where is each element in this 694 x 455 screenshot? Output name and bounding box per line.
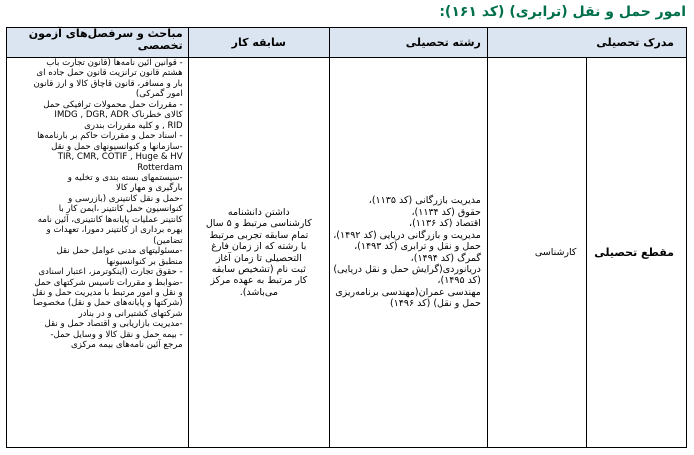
experience-cell <box>188 58 329 448</box>
topics-cell <box>7 58 189 448</box>
topic-line: RID , و کلیه مقررات بندری <box>84 120 183 131</box>
degree-cell: کارشناسی <box>487 58 587 448</box>
experience-line: کار مرتبط به عهده مرکز <box>210 275 308 287</box>
header-degree: مدرک تحصیلی <box>487 28 686 58</box>
experience-line: ثبت نام (تشخیص سابقه <box>211 263 306 275</box>
experience-line: می‌باشد). <box>239 286 278 298</box>
level-cell: مقطع تحصیلی <box>587 58 687 448</box>
topic-line: بار و مسافر، قانون قاچاق کالا و ارز قانون <box>33 78 183 89</box>
topic-line: -حمل و نقل کانتینری (بازرسی و <box>68 193 183 204</box>
topic-line: - قوانین آئین نامه‌ها (قانون تجارت باب <box>46 58 183 68</box>
topic-line: -مدیریت بازاریابی و اقتصاد حمل و نقل <box>44 319 183 330</box>
section-title: امور حمل و نقل (ترابری) (کد ۱۶۱): <box>439 4 686 20</box>
experience-line: تمام سابقه تجربی مرتبط <box>209 229 309 241</box>
topic-line: - اسناد حمل و مقررات حاکم بر بارنامه‌ها <box>37 131 183 142</box>
topic-line: امور گمرکی) <box>135 89 183 100</box>
topic-line: هشتم قانون ترانزیت قانون حمل جاده ای <box>36 68 183 79</box>
topic-line: -مسئولیتهای مدنی عوامل حمل نقل <box>56 246 183 257</box>
topic-line: -سیستمهای بسته بندی و تخلیه و <box>67 172 183 183</box>
field-line: اقتصاد (کد ۱۱۳۶)، <box>409 218 481 230</box>
topic-line: - حقوق تجارت (اینکوترمز، اعتبار اسنادی <box>38 267 183 278</box>
topic-line: شرکتهای کشتیرانی و در بنادر <box>78 308 183 319</box>
experience-line: با رشته که از زمان فارغ <box>211 241 307 253</box>
topic-line: - بیمه حمل و نقل کالا و وسایل حمل- <box>50 329 183 340</box>
topic-line: - مقررات حمل محمولات ترافیکی حمل <box>43 99 183 110</box>
field-line: مدیریت بازرگانی (کد ۱۱۳۵)، <box>368 195 481 207</box>
header-experience: سابقه کار <box>188 28 329 58</box>
topic-line: بهره برداری از کانتینر دمورا‌، تعهدات و <box>46 225 183 236</box>
topic-line: کالای خطرناک IMDG , DGR, ADR <box>54 110 183 121</box>
field-line: حمل و نقل و ترابری (کد ۱۴۹۳)، <box>354 241 481 253</box>
field-line: حقوق (کد ۱۱۳۴)، <box>411 206 481 218</box>
topic-line: -سازمانها و کنوانسیونهای حمل و نقل <box>51 141 183 152</box>
header-row <box>7 28 687 58</box>
topic-line: مرجع آئین نامه‌های بیمه مرکزی <box>71 340 183 351</box>
field-line: دریانوردی(گرایش حمل و نقل دریایی) <box>333 263 481 275</box>
field-line: (کد ۱۴۹۵)، <box>437 275 481 287</box>
topic-line: منطبق بر کنوانسیونها <box>106 256 183 267</box>
topic-line: TIR, CMR, COTIF , Huge & HV <box>57 152 183 163</box>
field-line: مدیریت و بازرگانی دریایی (کد ۱۴۹۲)، <box>333 229 481 241</box>
field-line: گمرگ (کد ۱۴۹۴)، <box>410 252 481 264</box>
field-line: مهندسی عمران(مهندسی برنامه‌ریزی <box>335 286 481 298</box>
topic-line: بارگیری و مهار کالا <box>116 183 183 194</box>
experience-line: التحصیلی تا زمان آغاز <box>215 252 302 264</box>
topic-line: و نقل و امور مرتبط با مدیریت حمل و نقل <box>32 287 183 298</box>
experience-line: داشتن دانشنامه <box>227 206 290 218</box>
topic-line: Rotterdam <box>137 162 183 173</box>
header-field: رشته تحصیلی <box>330 28 488 58</box>
table-row <box>7 58 687 448</box>
topic-line: (شرکتها و پایانه‌های حمل و نقل) مخصوصا <box>33 298 183 309</box>
topic-line: کنوانسیون حمل کانتینر ،ایمن کار با <box>58 204 183 215</box>
topic-line: کانتینر عملیات پایانه‌ها کانتینری، آئین نامه <box>37 214 183 225</box>
experience-line: کارشناسی مرتبط و ۵ سال <box>205 218 312 230</box>
topic-line: -ضوابط و مقررات تاسیس شرکتهای حمل <box>34 277 183 288</box>
field-line: حمل و نقل) (کد ۱۴۹۶) <box>389 298 481 310</box>
field-cell <box>330 58 488 448</box>
requirements-table <box>6 27 687 448</box>
header-topics: مباحث و سرفصل‌های آزمون تخصصی <box>7 28 189 58</box>
topic-line: تضامین) <box>153 235 183 246</box>
